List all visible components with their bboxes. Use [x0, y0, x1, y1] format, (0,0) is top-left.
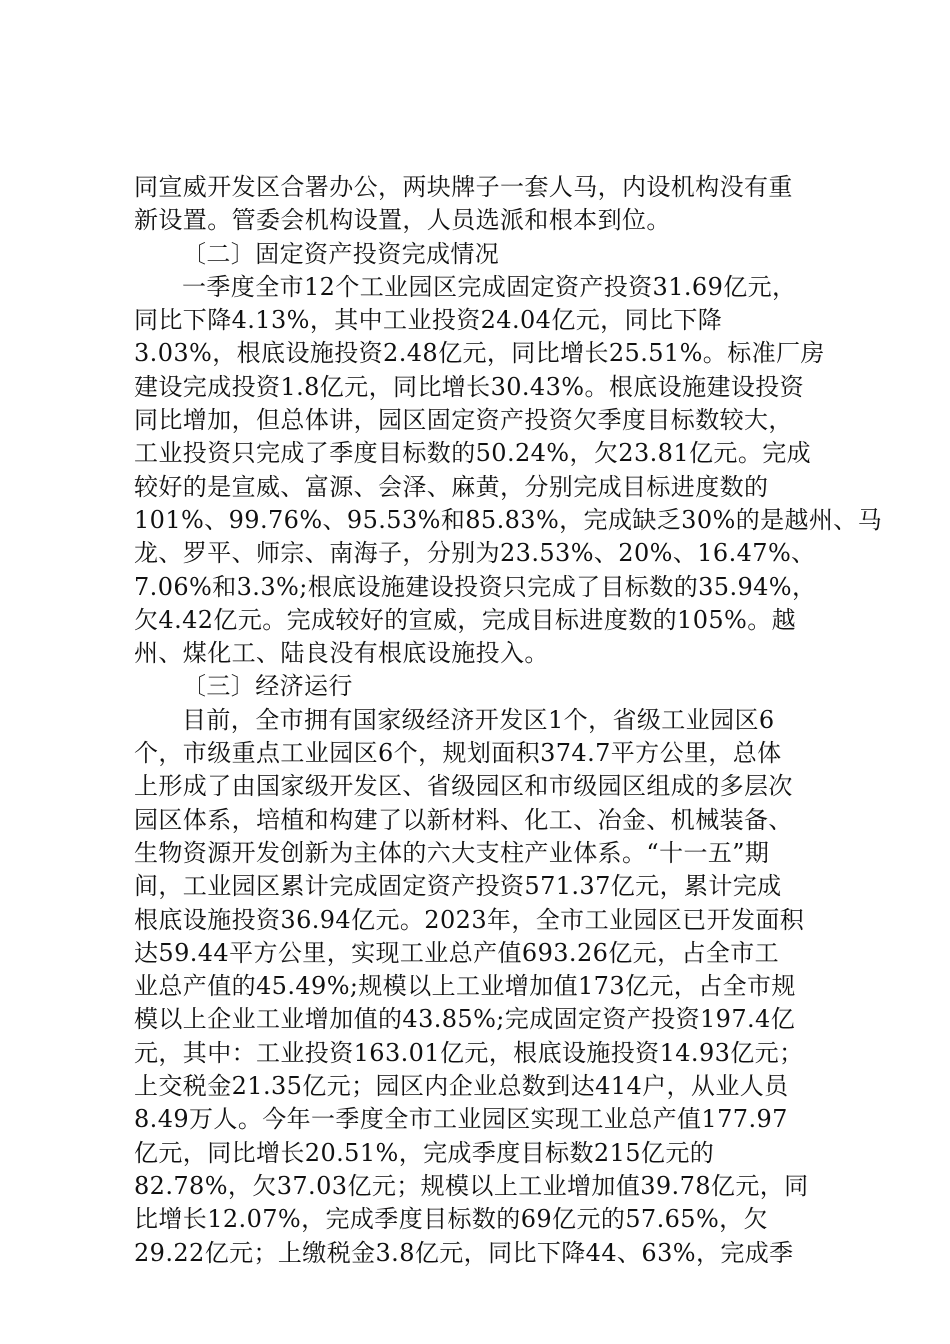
text-line: 目前，全市拥有国家级经济开发区1个，省级工业园区6	[182, 705, 775, 734]
text-line: 达59.44平方公里，实现工业总产值693.26亿元，占全市工	[134, 938, 780, 967]
text-line: 101%、99.76%、95.53%和85.83%，完成缺乏30%的是越州、马	[134, 505, 883, 534]
text-line: 间，工业园区累计完成固定资产投资571.37亿元，累计完成	[134, 872, 782, 901]
text-line: 同比下降4.13%，其中工业投资24.04亿元，同比下降	[134, 306, 723, 335]
text-line: 比增长12.07%，完成季度目标数的69亿元的57.65%，欠	[134, 1205, 768, 1234]
text-line: 业总产值的45.49%;规模以上工业增加值173亿元，占全市规	[134, 972, 796, 1001]
text-line: 欠4.42亿元。完成较好的宣威，完成目标进度数的105%。越	[134, 605, 797, 634]
text-line: 新设置。管委会机构设置，人员选派和根本到位。	[134, 206, 671, 235]
text-line: 生物资源开发创新为主体的六大支柱产业体系。“十一五”期	[134, 838, 770, 867]
text-line: 龙、罗平、师宗、南海子，分别为23.53%、20%、16.47%、	[134, 539, 816, 568]
text-line: 上交税金21.35亿元；园区内企业总数到达414户，从业人员	[134, 1072, 789, 1101]
text-line: 3.03%，根底设施投资2.48亿元，同比增长25.51%。标准厂房	[134, 339, 825, 368]
text-line: 个，市级重点工业园区6个，规划面积374.7平方公里，总体	[134, 739, 782, 768]
text-line: 同宣威开发区合署办公，两块牌子一套人马，内设机构没有重	[134, 173, 793, 201]
text-line: 82.78%，欠37.03亿元；规模以上工业增加值39.78亿元，同	[134, 1171, 809, 1200]
text-line: 园区体系，培植和构建了以新材料、化工、冶金、机械装备、	[134, 805, 793, 834]
text-line: 根底设施投资36.94亿元。2023年，全市工业园区已开发面积	[134, 905, 805, 934]
section-heading: 〔二〕固定资产投资完成情况	[182, 239, 500, 268]
text-line: 模以上企业工业增加值的43.85%;完成固定资产投资197.4亿	[134, 1005, 796, 1034]
text-line: 同比增加，但总体讲，园区固定资产投资欠季度目标数较大，	[134, 406, 793, 435]
text-line: 8.49万人。今年一季度全市工业园区实现工业总产值177.97	[134, 1105, 788, 1134]
text-line: 一季度全市12个工业园区完成固定资产投资31.69亿元，	[182, 272, 797, 301]
text-line: 工业投资只完成了季度目标数的50.24%，欠23.81亿元。完成	[134, 439, 812, 468]
text-line: 州、煤化工、陆良没有根底设施投入。	[134, 639, 549, 668]
document-body	[134, 171, 883, 1270]
text-line: 建设完成投资1.8亿元，同比增长30.43%。根底设施建设投资	[134, 372, 805, 401]
section-heading: 〔三〕经济运行	[182, 672, 353, 701]
text-line: 7.06%和3.3%;根底设施建设投资只完成了目标数的35.94%，	[134, 572, 817, 601]
text-line: 上形成了由国家级开发区、省级园区和市级园区组成的多层次	[134, 772, 793, 801]
text-line: 亿元，同比增长20.51%，完成季度目标数215亿元的	[134, 1138, 715, 1167]
text-line: 29.22亿元；上缴税金3.8亿元，同比下降44、63%，完成季	[134, 1238, 794, 1267]
text-line: 较好的是宣威、富源、会泽、麻黄，分别完成目标进度数的	[134, 472, 769, 501]
text-line: 元，其中：工业投资163.01亿元，根底设施投资14.93亿元；	[134, 1038, 804, 1067]
